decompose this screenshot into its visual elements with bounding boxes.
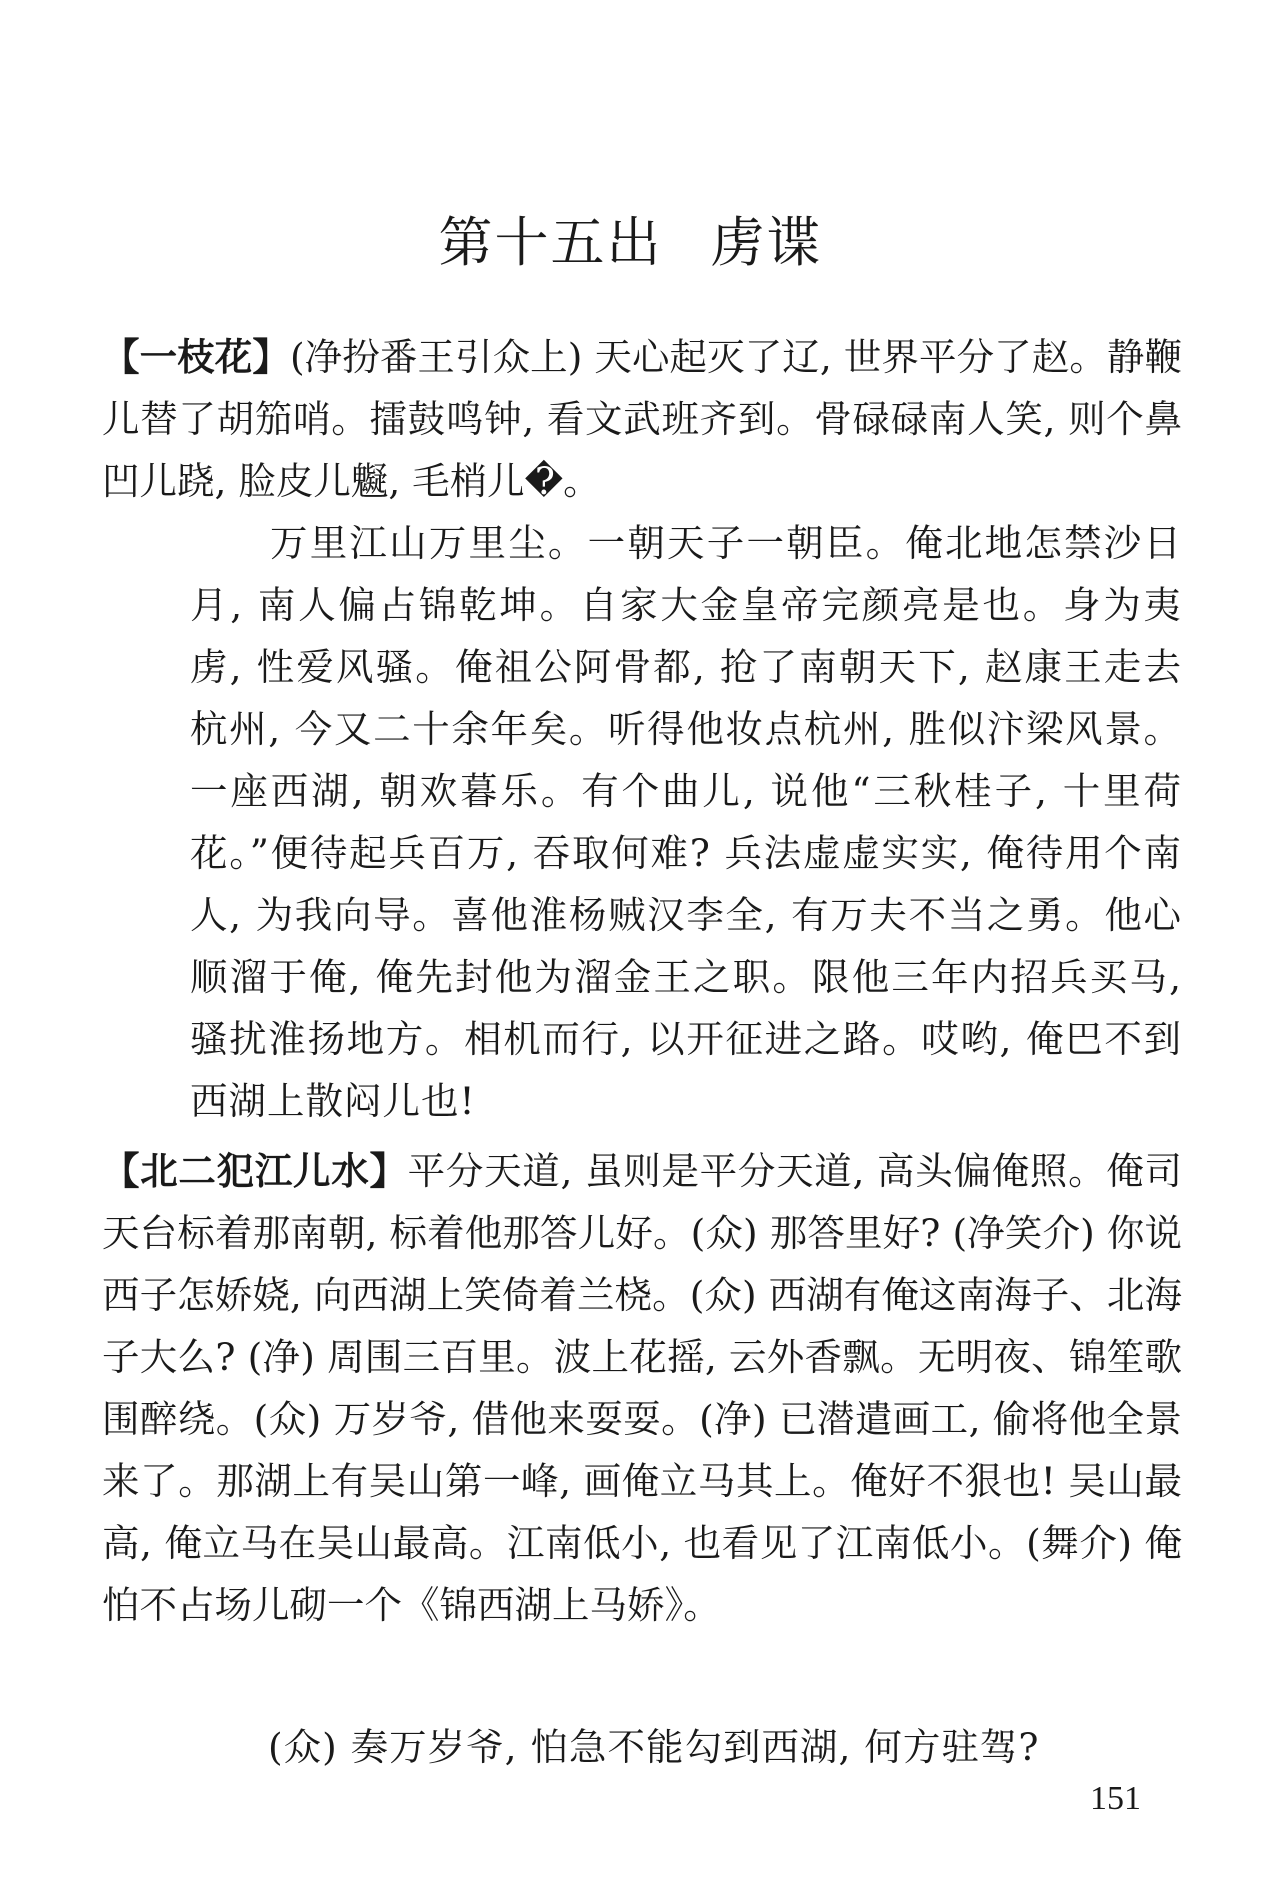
aria-text: 平分天道, 虽则是平分天道, 高头偏俺照。俺司天台标着那南朝, 标着他那答儿好。(众) 那答里好? (净笑介) 你说西子怎娇娆, 向西湖上笑倚着兰桡。(众) 西湖有俺这南海子、北海子大么? (净) 周围三百里。波上花摇, 云外香飘。无明夜、锦笙歌围醉绕。(众) 万岁爷, 借他来耍耍。(净) 已潜遣画工, 偷将他全景来了。那湖上有吴山第一峰, 画俺立马其上。俺好不狠也! 吴山最高, 俺立马在吴山最高。江南低小, 也看见了江南低小。(舞介) 俺怕不占场儿砌一个《锦西湖上马娇》。 [102,1149,1183,1627]
spoken-line: (众) 奏万岁爷, 怕急不能勾到西湖, 何方驻驾? [268,1725,1040,1769]
aria-yizhihua [102,326,1182,512]
chapter-title [0,200,1261,277]
aria-beiersan [102,1140,1182,1636]
page-number: 151 [1090,1780,1141,1817]
aria-text: (净扮番王引众上) 天心起灭了辽, 世界平分了赵。静鞭儿替了胡笳哨。擂鼓鸣钟, 看文武班齐到。骨碌碌南人笑, 则个鼻凹儿跷, 脸皮儿䰯, 毛梢儿�。 [102,335,1182,503]
chapter-number: 第十五出 [438,211,663,274]
chapter-name: 虏谍 [710,211,823,274]
spoken-passage: 万里江山万里尘。一朝天子一朝臣。俺北地怎禁沙日月, 南人偏占锦乾坤。自家大金皇帝完颜亮是也。身为夷虏, 性爱风骚。俺祖公阿骨都, 抢了南朝天下, 赵康王走去杭州, 今又二十余年矣。听得他妆点杭州, 胜似汴梁风景。一座西湖, 朝欢暮乐。有个曲儿, 说他“三秋桂子, 十里荷花。”便待起兵百万, 吞取何难? 兵法虚虚实实, 俺待用个南人, 为我向导。喜他淮杨贼汉李全, 有万夫不当之勇。他心顺溜于俺, 俺先封他为溜金王之职。限他三年内招兵买马, 骚扰淮扬地方。相机而行, 以开征进之路。哎哟, 俺巴不到西湖上散闷儿也! [190,521,1182,1123]
tune-name: 【北二犯江儿水】 [102,1149,408,1193]
tune-name: 【一枝花】 [102,335,290,379]
